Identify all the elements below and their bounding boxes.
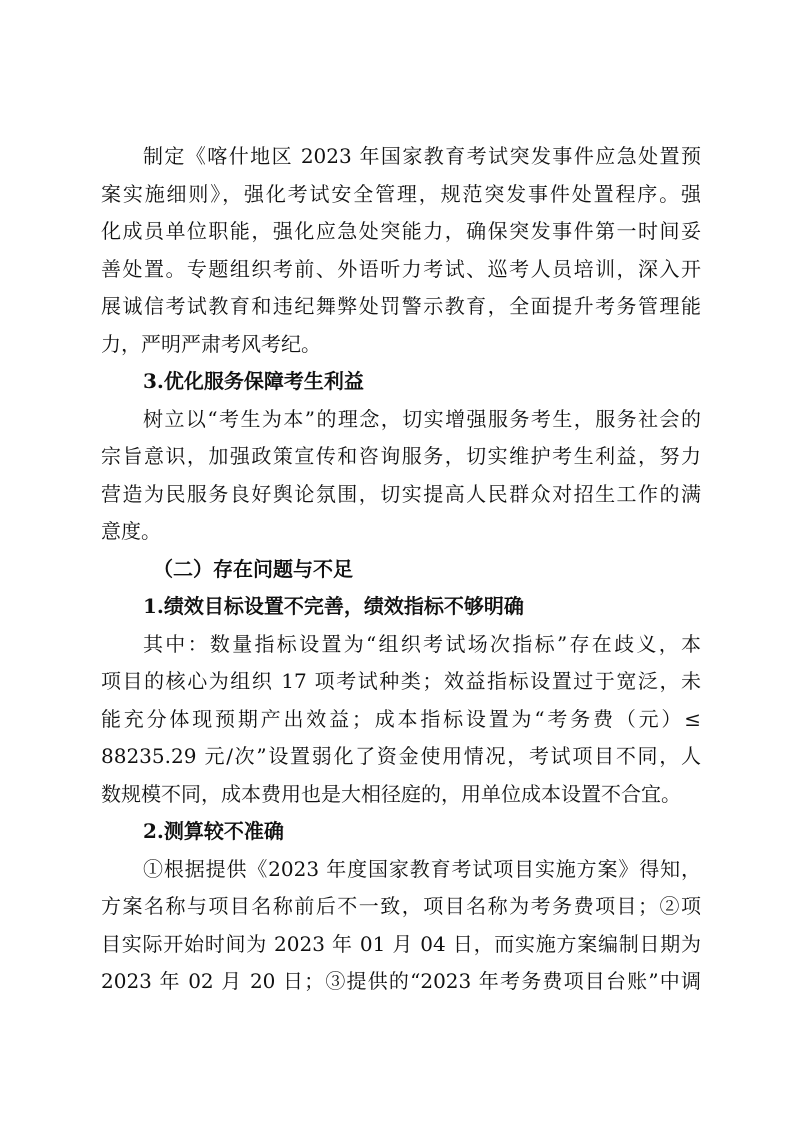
paragraph-calculation (101, 851, 701, 1001)
paragraph-line: 意度。 (101, 519, 161, 543)
paragraph-line: 案实施细则》，强化考试安全管理，规范突发事件处置程序。强 (101, 181, 701, 206)
paragraph-line: 方案名称与项目名称前后不一致，项目名称为考务费项目；②项 (101, 894, 701, 918)
heading-issue-targets: 1.绩效目标设置不完善，绩效指标不够明确 (143, 594, 524, 618)
paragraph-line: 展诚信考试教育和违纪舞弊处罚警示教育，全面提升考务管理能 (101, 294, 701, 318)
document-body (101, 138, 701, 1001)
paragraph-line: 数规模不同，成本费用也是大相径庭的，用单位成本设置不合宜。 (101, 781, 681, 806)
paragraph-line: 营造为民服务良好舆论氛围，切实提高人民群众对招生工作的满 (101, 481, 701, 506)
paragraph-line: 宗旨意识，加强政策宣传和咨询服务，切实维护考生利益，努力 (101, 444, 701, 468)
paragraph-line: 树立以“考生为本”的理念，切实增强服务考生，服务社会的 (143, 406, 701, 431)
section-heading-problems: （二）存在问题与不足 (153, 556, 353, 581)
paragraph-line: 项目的核心为组织 17 项考试种类；效益指标设置过于宽泛，未 (101, 669, 701, 693)
paragraph-emergency-rules (101, 138, 701, 363)
paragraph-line: 化成员单位职能，强化应急处突能力，确保突发事件第一时间妥 (101, 219, 701, 243)
paragraph-line: ①根据提供《2023 年度国家教育考试项目实施方案》得知， (143, 856, 701, 881)
paragraph-service (101, 401, 701, 551)
paragraph-line: 目实际开始时间为 2023 年 01 月 04 日，而实施方案编制日期为 (101, 931, 701, 956)
heading-optimize-service: 3.优化服务保障考生利益 (143, 369, 364, 393)
heading-issue-calculation: 2.测算较不准确 (143, 819, 284, 843)
paragraph-line: 能充分体现预期产出效益；成本指标设置为“考务费（元）≤ (101, 706, 701, 731)
paragraph-line: 2023 年 02 月 20 日；③提供的“2023 年考务费项目台账”中调 (101, 969, 701, 993)
paragraph-line: 其中：数量指标设置为“组织考试场次指标”存在歧义，本 (143, 631, 701, 656)
paragraph-line: 善处置。专题组织考前、外语听力考试、巡考人员培训，深入开 (101, 256, 701, 281)
paragraph-line: 制定《喀什地区 2023 年国家教育考试突发事件应急处置预 (143, 144, 701, 168)
paragraph-indicators (101, 626, 701, 814)
paragraph-line: 力，严明严肃考风考纪。 (101, 331, 321, 356)
paragraph-line: 88235.29 元/次”设置弱化了资金使用情况，考试项目不同，人 (101, 744, 701, 768)
